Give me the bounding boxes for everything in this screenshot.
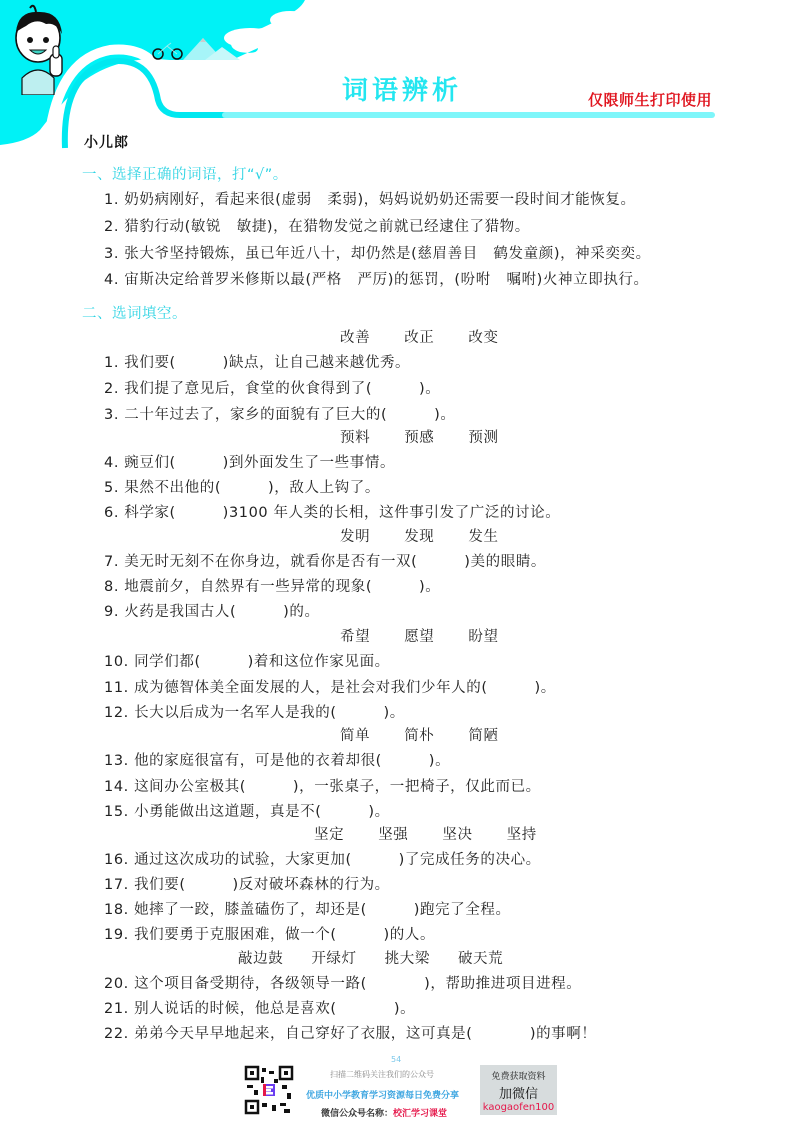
page-title: 词语辨析: [342, 76, 463, 106]
word-choices: [340, 426, 499, 447]
question-item: 4. 豌豆们( )到外面发生了一些事情。: [104, 455, 396, 471]
word-choice: 预感: [404, 430, 435, 446]
question-item: 12. 长大以后成为一名军人是我的( )。: [104, 705, 405, 721]
word-choice: 发现: [404, 529, 435, 545]
question-item: 22. 弟弟今天早早地起来，自己穿好了衣服，这可真是( )的事啊！: [104, 1026, 597, 1042]
word-choice: 简单: [340, 728, 371, 744]
word-choices: [340, 525, 499, 546]
question-item: 5. 果然不出他的( )，敌人上钩了。: [104, 480, 380, 496]
section-1-heading: 一、选择正确的词语，打“√”。: [82, 167, 288, 183]
word-choice: 改变: [468, 330, 499, 346]
word-choice: 简朴: [404, 728, 435, 744]
question-item: 15. 小勇能做出这道题，真是不( )。: [104, 804, 390, 820]
question-item: 9. 火药是我国古人( )的。: [104, 604, 320, 620]
scan-hint: 扫描二维码关注我们的公众号: [330, 1070, 434, 1079]
word-choice: 破天荒: [457, 951, 504, 967]
word-choice: 坚持: [506, 827, 537, 843]
box-line-1: 免费获取资料: [491, 1072, 546, 1082]
word-choices: [340, 326, 499, 347]
question-item: 3. 二十年过去了，家乡的面貌有了巨大的( )。: [104, 407, 456, 423]
word-choice: 坚强: [378, 827, 409, 843]
question-item: 13. 他的家庭很富有，可是他的衣着却很( )。: [104, 753, 451, 769]
question-item: 17. 我们要( )反对破坏森林的行为。: [104, 877, 390, 893]
question-item: 18. 她摔了一跤，膝盖磕伤了，却还是( )跑完了全程。: [104, 902, 511, 918]
word-choices: [340, 625, 499, 646]
word-choice: 坚定: [314, 827, 345, 843]
account-label: 微信公众号名称：: [321, 1109, 394, 1119]
question-item: 11. 成为德智体美全面发展的人，是社会对我们少年人的( )。: [104, 680, 556, 696]
question-item: 19. 我们要勇于克服困难，做一个( )的人。: [104, 927, 436, 943]
question-item: 1. 我们要( )缺点，让自己越来越优秀。: [104, 355, 411, 371]
wechat-contact-box: [480, 1065, 557, 1115]
question-item: 2. 我们提了意见后，食堂的伙食得到了( )。: [104, 381, 441, 397]
question-item: 3. 张大爷坚持锻炼，虽已年近八十，却仍然是(慈眉善目 鹤发童颜)，神采奕奕。: [104, 246, 651, 262]
question-item: 10. 同学们都( )着和这位作家见面。: [104, 654, 390, 670]
word-choice: 简陋: [468, 728, 499, 744]
word-choice: 发明: [340, 529, 371, 545]
mascot-label: 小儿郎: [84, 135, 129, 151]
question-item: 7. 美无时无刻不在你身边，就看你是否有一双( )美的眼睛。: [104, 554, 547, 570]
word-choice: 改善: [340, 330, 371, 346]
footer-slogan: 优质中小学教育学习资源每日免费分享: [306, 1091, 460, 1101]
word-choices: [238, 947, 503, 968]
question-item: 8. 地震前夕，自然界有一些异常的现象( )。: [104, 579, 441, 595]
question-item: 4. 宙斯决定给普罗米修斯以最(严格 严厉)的惩罚，(吩咐 嘱咐)火神立即执行。: [104, 272, 649, 288]
word-choices: [340, 724, 499, 745]
word-choice: 希望: [340, 629, 371, 645]
question-item: 2. 猎豹行动(敏锐 敏捷)，在猎物发觉之前就已经逮住了猎物。: [104, 219, 530, 235]
word-choice: 盼望: [468, 629, 499, 645]
question-item: 21. 别人说话的时候，他总是喜欢( )。: [104, 1001, 416, 1017]
account-name: 校汇学习课堂: [393, 1109, 448, 1119]
word-choice: 坚决: [442, 827, 473, 843]
question-item: 16. 通过这次成功的试验，大家更加( )了完成任务的决心。: [104, 852, 541, 868]
word-choices: [314, 823, 537, 844]
qr-code-icon[interactable]: [244, 1065, 294, 1115]
question-item: 1. 奶奶病刚好，看起来很(虚弱 柔弱)，妈妈说奶奶还需要一段时间才能恢复。: [104, 192, 636, 208]
mascot-boy-icon: [0, 0, 80, 95]
page-number: 54: [391, 1055, 402, 1064]
wechat-id: kaogaofen100: [482, 1102, 555, 1113]
question-item: 14. 这间办公室极其( )，一张桌子，一把椅子，仅此而已。: [104, 779, 541, 795]
question-item: 6. 科学家( )3100 年人类的长相，这件事引发了广泛的讨论。: [104, 505, 561, 521]
word-choice: 预测: [468, 430, 499, 446]
word-choice: 愿望: [404, 629, 435, 645]
word-choice: 挑大梁: [384, 951, 430, 967]
word-choice: 改正: [404, 330, 435, 346]
question-item: 20. 这个项目备受期待，各级领导一路( )，帮助推进项目进程。: [104, 976, 582, 992]
word-choice: 开绿灯: [311, 951, 357, 967]
word-choice: 预料: [340, 430, 371, 446]
box-line-2: 加微信: [498, 1087, 538, 1102]
account-info: [321, 1106, 447, 1119]
word-choice: 敲边鼓: [238, 951, 284, 967]
section-2-heading: 二、选词填空。: [82, 306, 187, 322]
page-header: [0, 0, 800, 150]
restriction-note: 仅限师生打印使用: [588, 91, 713, 109]
word-choice: 发生: [468, 529, 499, 545]
